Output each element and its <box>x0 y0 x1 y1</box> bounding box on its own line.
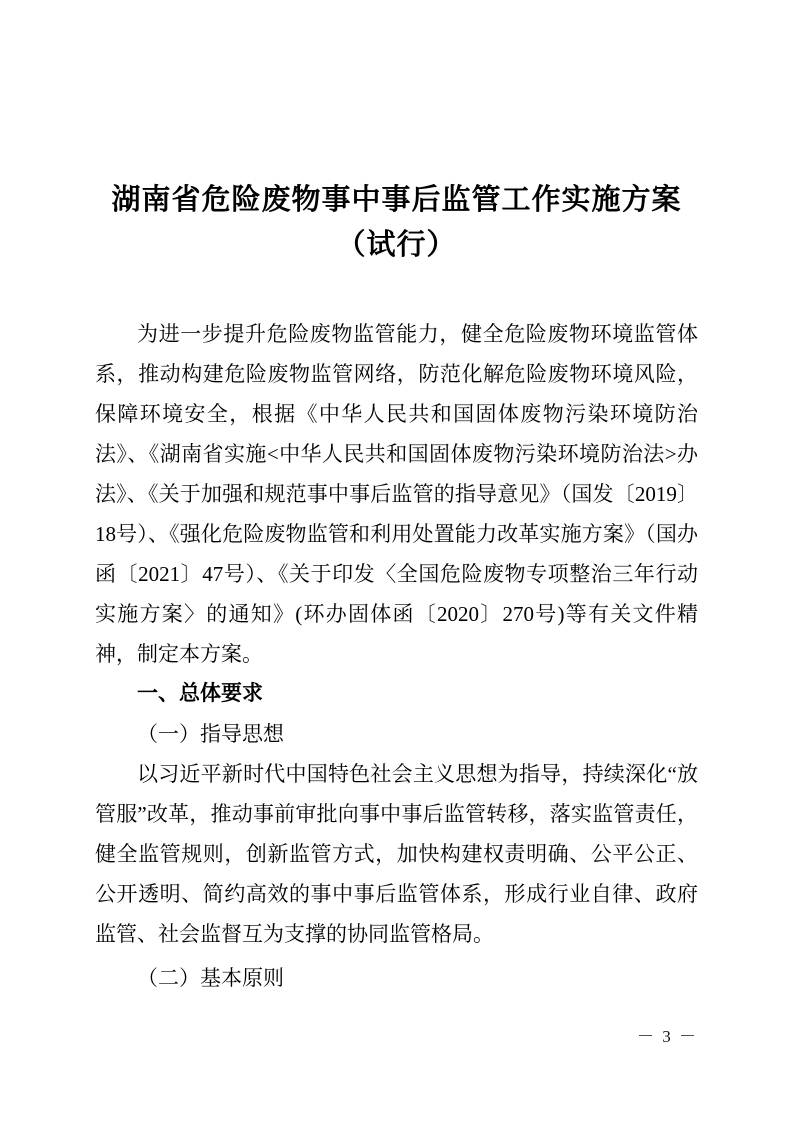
subheading-basic-principles: （二）基本原则 <box>137 966 284 990</box>
document-title <box>95 178 698 268</box>
guiding-ideology-paragraph: 以习近平新时代中国特色社会主义思想为指导，持续深化“放管服”改革，推动事前审批向事中事后监管转移，落实监管责任，健全监管规则，创新监管方式，加快构建权责明确、公平公正、公开透明、简约高效的事中事后监管体系，形成行业自律、政府监管、社会监督互为支撑的协同监管格局。 <box>95 762 698 946</box>
subheading-guiding-ideology: （一）指导思想 <box>137 722 284 746</box>
document-title-line-1: 湖南省危险废物事中事后监管工作实施方案 <box>111 184 682 216</box>
document-title-line-2: （试行） <box>336 229 457 261</box>
intro-paragraph: 为进一步提升危险废物监管能力，健全危险废物环境监管体系，推动构建危险废物监管网络，防范化解危险废物环境风险，保障环境安全，根据《中华人民共和国固体废物污染环境防治法》、《湖南省实施<中华人民共和国固体废物污染环境防治法>办法》、《关于加强和规范事中事后监管的指导意见》（国发〔2019〕18号）、《强化危险废物监管和利用处置能力改革实施方案》（国办函〔2021〕47号）、《关于印发〈全国危险废物专项整治三年行动实施方案〉的通知》(环办固体函〔2020〕270号)等有关文件精神，制定本方案。 <box>95 322 698 666</box>
page-number: － 3 － <box>637 1027 698 1046</box>
section-heading-overall-requirements: 一、总体要求 <box>137 682 263 705</box>
